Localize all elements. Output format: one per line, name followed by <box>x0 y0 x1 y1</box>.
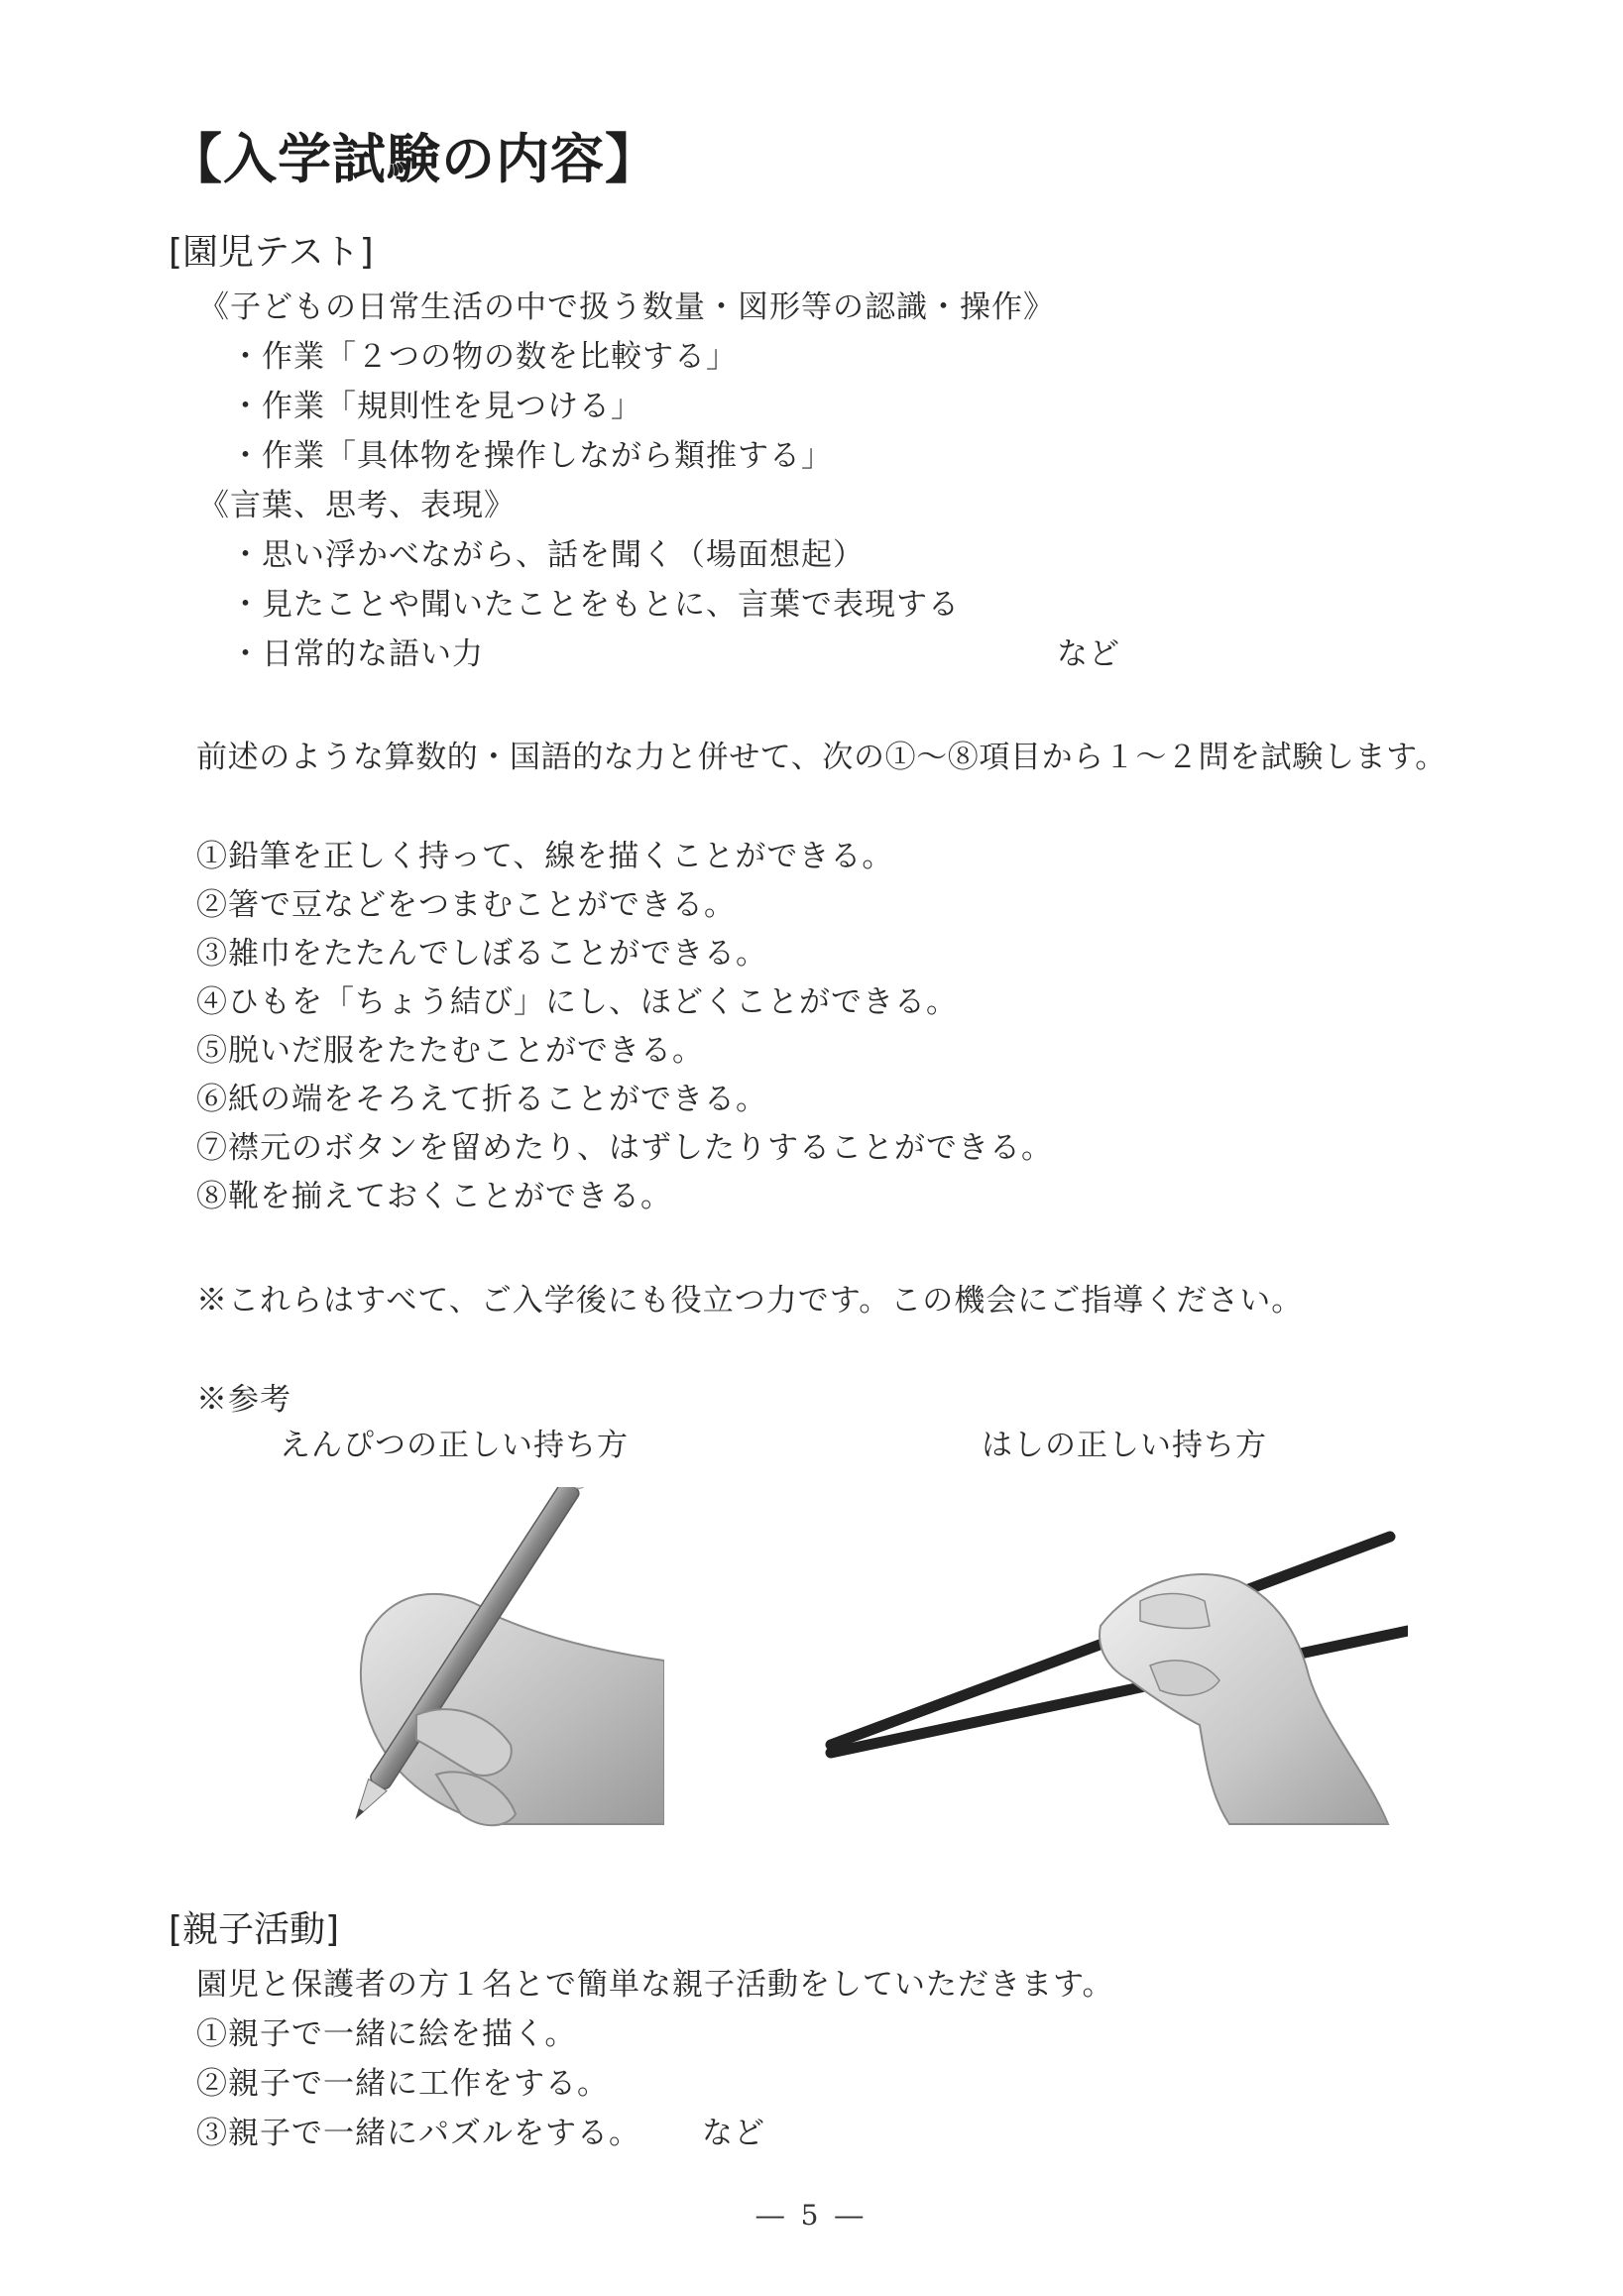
chopsticks-grip-illustration <box>813 1507 1408 1844</box>
section-heading-parent-child: [親子活動] <box>169 1909 340 1950</box>
activity-item: ①親子で一緒に絵を描く。 <box>196 2016 577 2052</box>
group-suffix: など <box>1057 636 1120 672</box>
skill-item: ⑧靴を揃えておくことができる。 <box>196 1179 672 1214</box>
section-heading-kids-test: [園児テスト] <box>169 232 374 273</box>
reference-label: ※参考 <box>196 1382 291 1418</box>
page-title: 【入学試験の内容】 <box>169 128 659 190</box>
list-item: ・作業「具体物を操作しながら類推する」 <box>230 438 833 474</box>
skill-item: ②箸で豆などをつまむことができる。 <box>196 887 736 923</box>
list-item: ・思い浮かべながら、話を聞く（場面想起） <box>230 537 865 573</box>
activity-item: ②親子で一緒に工作をする。 <box>196 2066 609 2102</box>
skills-intro: 前述のような算数的・国語的な力と併せて、次の①～⑧項目から１～２問を試験します。 <box>196 740 1447 775</box>
skill-item: ⑤脱いだ服をたたむことができる。 <box>196 1033 704 1069</box>
activity-item: ③親子で一緒にパズルをする。 <box>196 2116 640 2151</box>
list-item: ・作業「２つの物の数を比較する」 <box>230 339 738 375</box>
list-item: ・作業「規則性を見つける」 <box>230 389 642 424</box>
page-number: ― 5 ― <box>755 2199 868 2232</box>
note-text: ※これらはすべて、ご入学後にも役立つ力です。この機会にご指導ください。 <box>196 1283 1304 1319</box>
skill-item: ⑥紙の端をそろえて折ることができる。 <box>196 1082 767 1117</box>
activity-suffix: など <box>702 2116 765 2151</box>
activity-intro: 園児と保護者の方１名とで簡単な親子活動をしていただきます。 <box>196 1967 1114 2003</box>
list-item: ・日常的な語い力 <box>230 636 484 672</box>
skill-item: ③雑巾をたたんでしぼることができる。 <box>196 936 767 972</box>
group-heading-language: 《言葉、思考、表現》 <box>198 488 516 523</box>
pencil-caption: えんぴつの正しい持ち方 <box>280 1428 629 1463</box>
chopsticks-caption: はしの正しい持ち方 <box>982 1428 1267 1463</box>
skill-item: ④ひもを「ちょう結び」にし、ほどくことができる。 <box>196 984 958 1020</box>
list-item: ・見たことや聞いたことをもとに、言葉で表現する <box>230 587 960 623</box>
skill-item: ⑦襟元のボタンを留めたり、はずしたりすることができる。 <box>196 1130 1053 1166</box>
skill-item: ①鉛筆を正しく持って、線を描くことができる。 <box>196 839 894 874</box>
group-heading-math: 《子どもの日常生活の中で扱う数量・図形等の認識・操作》 <box>198 289 1055 325</box>
pencil-grip-illustration <box>268 1487 664 1844</box>
